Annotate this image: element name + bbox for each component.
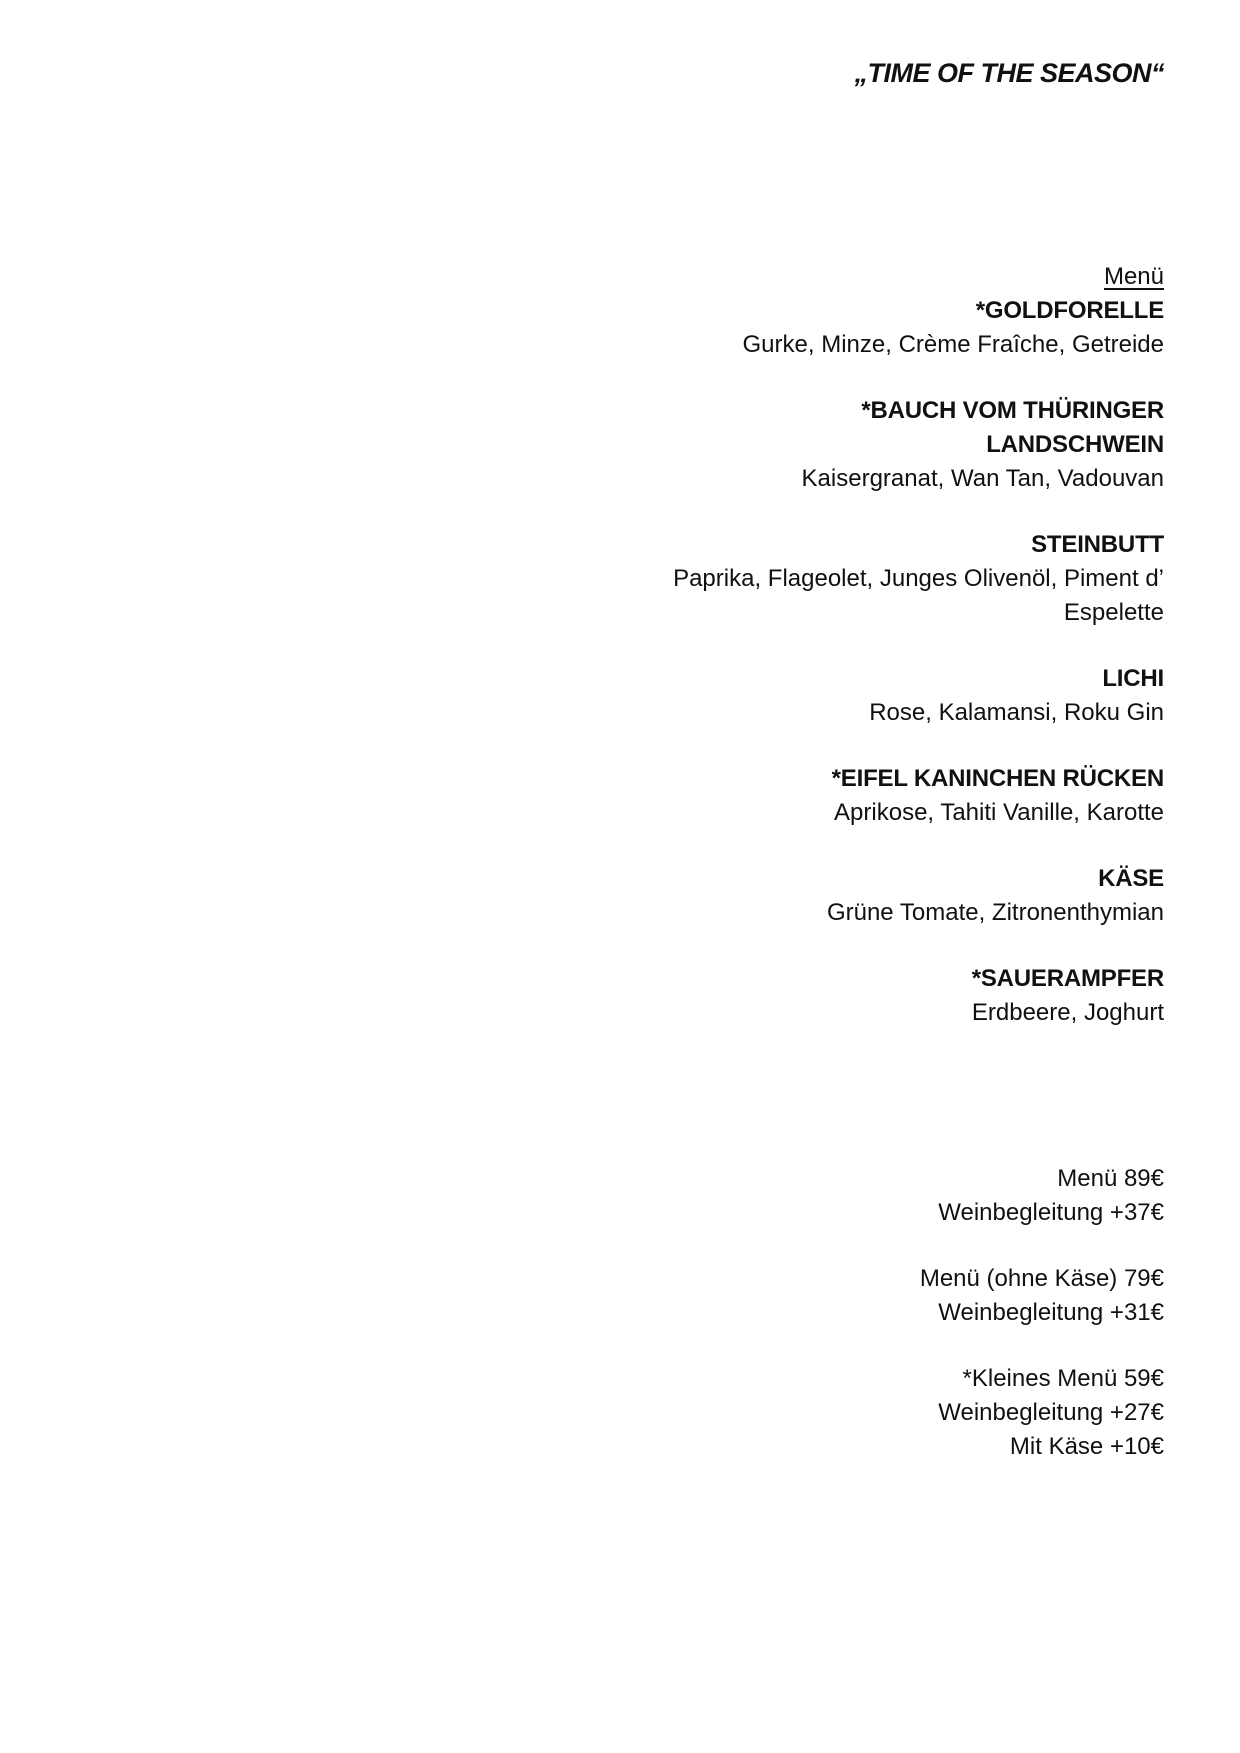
course-description: Paprika, Flageolet, Junges Olivenöl, Piment d’ Espelette xyxy=(673,565,1164,626)
course-item xyxy=(604,394,1164,496)
price-line: Weinbegleitung +31€ xyxy=(938,1299,1164,1326)
menu-heading: Menü xyxy=(1103,263,1164,290)
price-list xyxy=(604,1162,1164,1496)
course-description: Grüne Tomate, Zitronenthymian xyxy=(826,899,1164,926)
course-name: *BAUCH VOM THÜRINGER LANDSCHWEIN xyxy=(861,397,1164,458)
price-line: Mit Käse +10€ xyxy=(1009,1433,1164,1460)
page-title: „TIME OF THE SEASON“ xyxy=(854,58,1164,88)
price-line: *Kleines Menü 59€ xyxy=(962,1365,1164,1392)
price-group xyxy=(604,1262,1164,1330)
course-item xyxy=(604,662,1164,730)
course-description: Aprikose, Tahiti Vanille, Karotte xyxy=(834,799,1164,826)
course-name: LICHI xyxy=(1102,665,1164,692)
price-group xyxy=(604,1162,1164,1230)
course-item xyxy=(604,962,1164,1030)
course-name: *GOLDFORELLE xyxy=(975,297,1164,324)
price-line: Menü (ohne Käse) 79€ xyxy=(919,1265,1164,1292)
course-description: Erdbeere, Joghurt xyxy=(971,999,1164,1026)
course-item xyxy=(604,528,1164,630)
course-name: *EIFEL KANINCHEN RÜCKEN xyxy=(831,765,1164,792)
course-item xyxy=(604,294,1164,362)
course-list xyxy=(604,260,1164,1062)
course-description: Gurke, Minze, Crème Fraîche, Getreide xyxy=(742,331,1164,358)
price-line: Weinbegleitung +27€ xyxy=(938,1399,1164,1426)
course-name: *SAUERAMPFER xyxy=(971,965,1164,992)
course-description: Kaisergranat, Wan Tan, Vadouvan xyxy=(801,465,1164,492)
price-line: Menü 89€ xyxy=(1057,1165,1164,1192)
price-line: Weinbegleitung +37€ xyxy=(938,1199,1164,1226)
course-item xyxy=(604,762,1164,830)
course-name: KÄSE xyxy=(1098,865,1164,892)
price-group xyxy=(604,1362,1164,1464)
course-item xyxy=(604,862,1164,930)
course-description: Rose, Kalamansi, Roku Gin xyxy=(869,699,1164,726)
course-name: STEINBUTT xyxy=(1031,531,1164,558)
